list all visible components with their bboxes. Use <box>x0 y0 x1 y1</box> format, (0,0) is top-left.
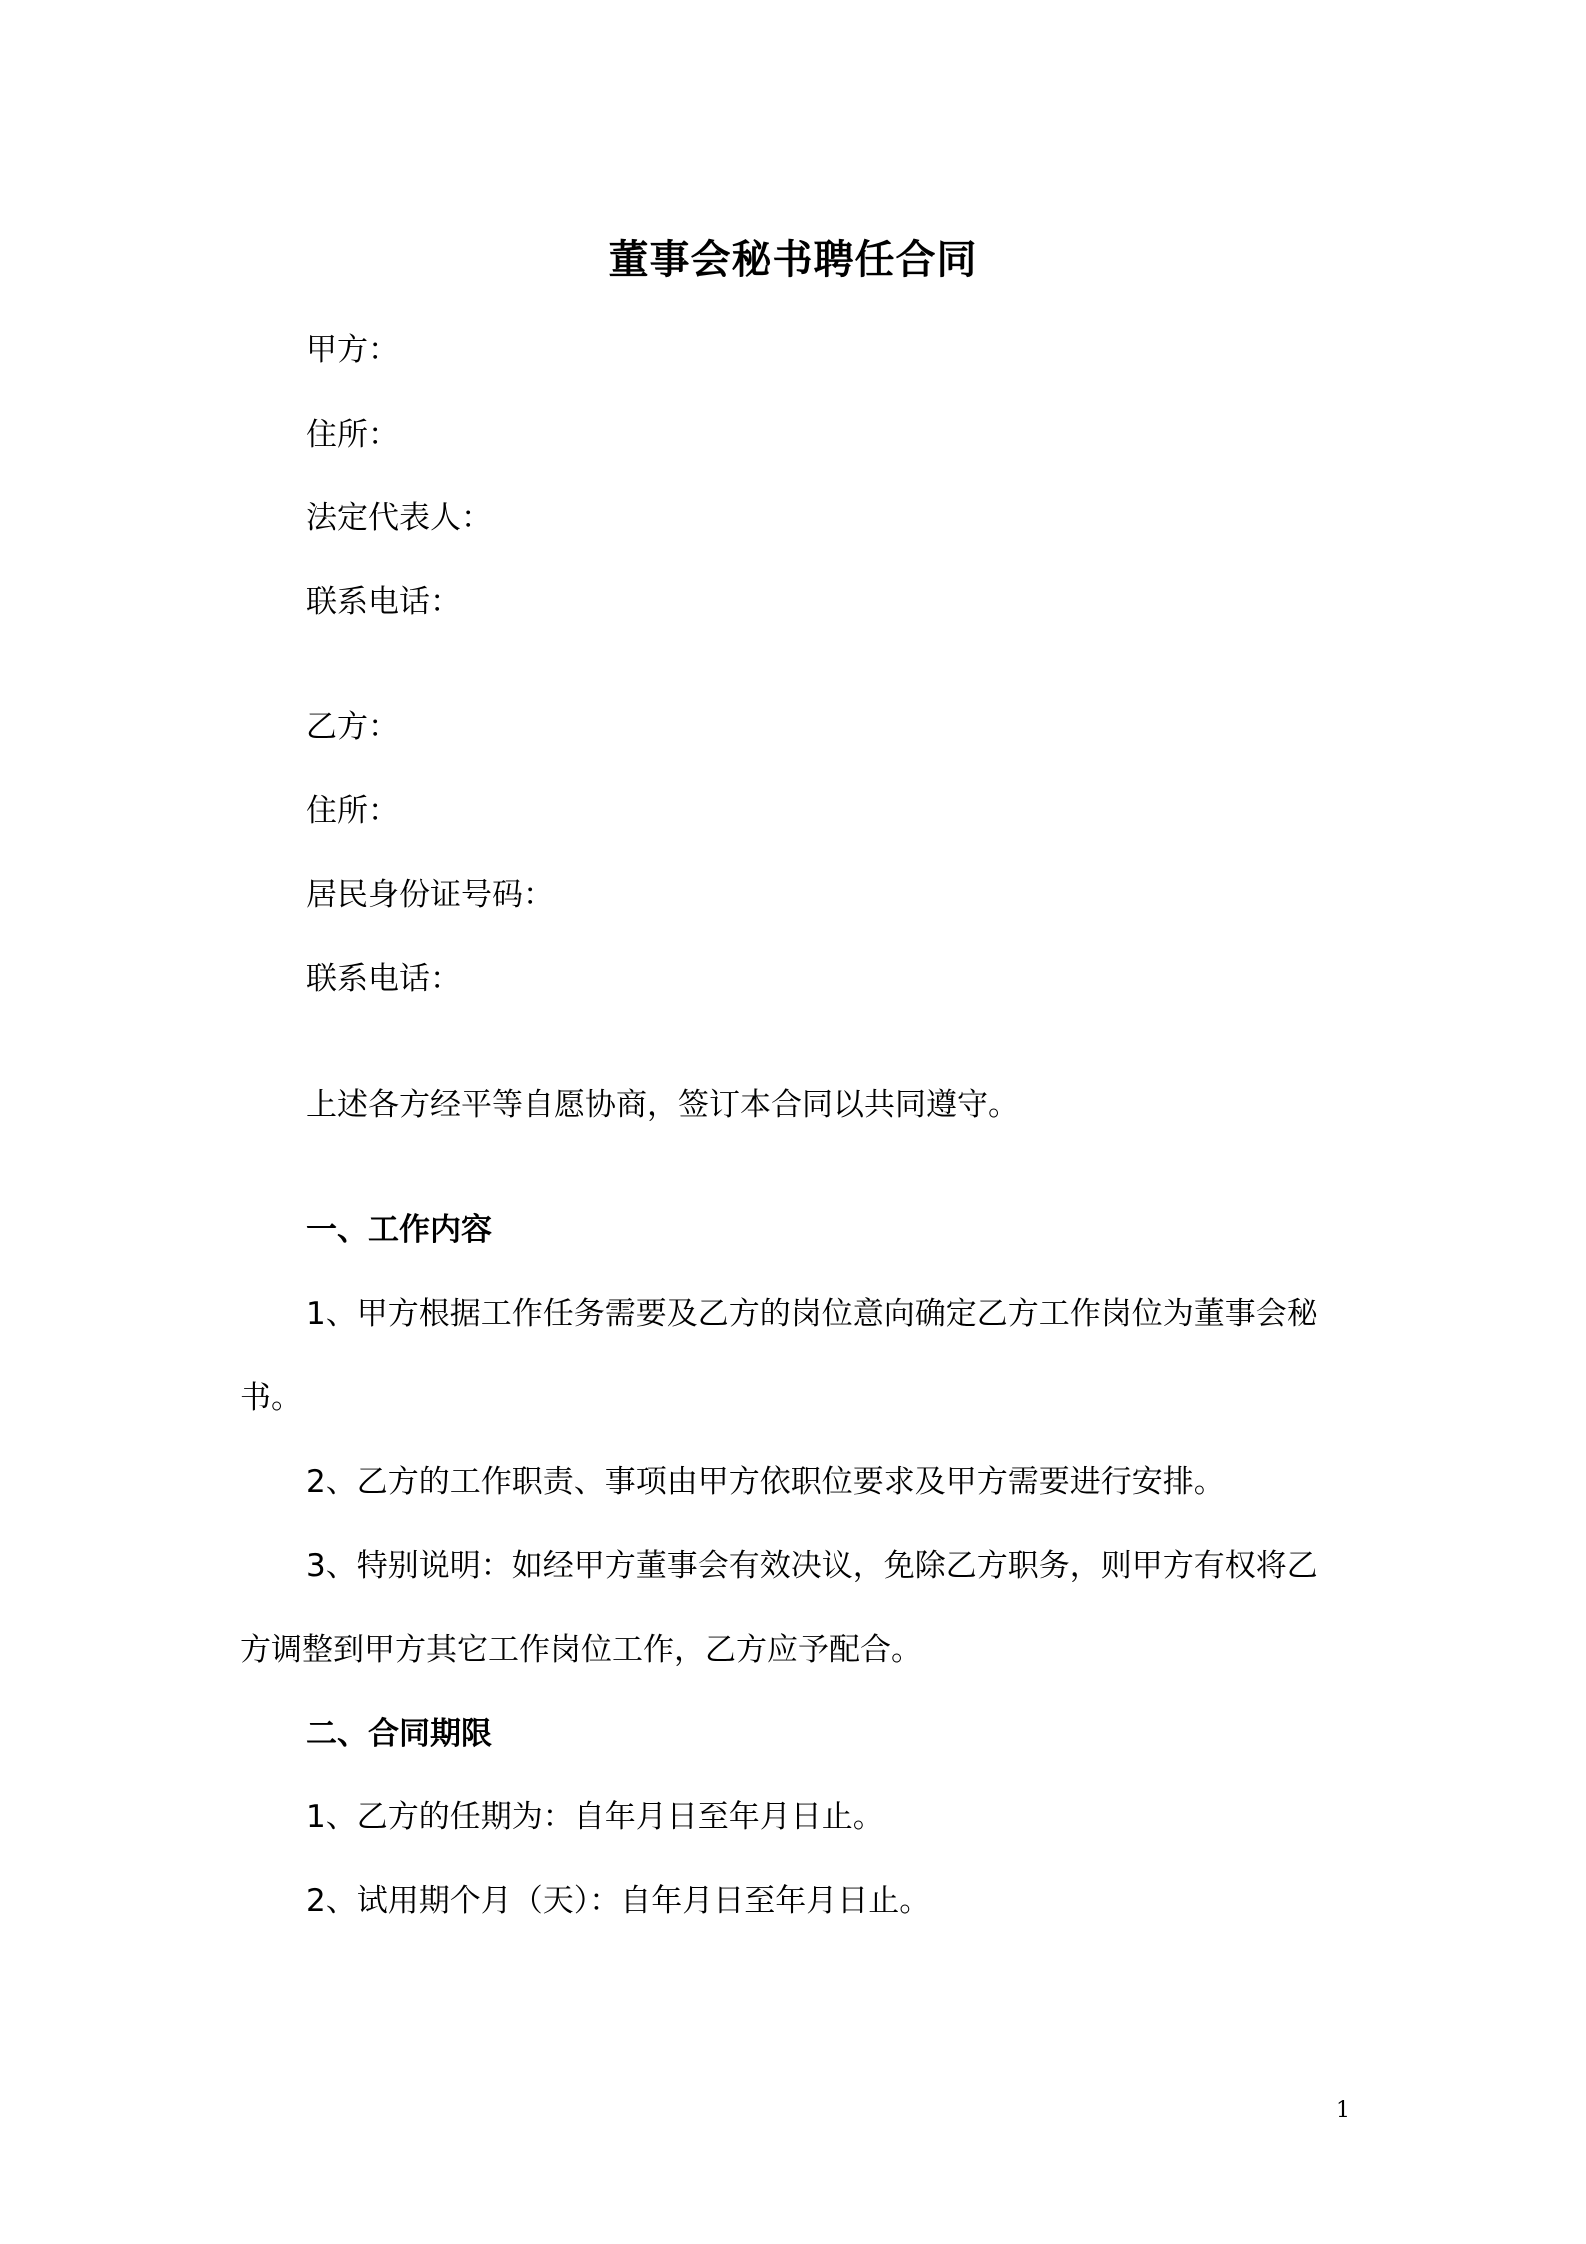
party-b-phone-label: 联系电话： <box>306 961 461 997</box>
document-title: 董事会秘书聘任合同 <box>608 237 978 283</box>
section2-heading: 二、合同期限 <box>306 1716 492 1752</box>
section1-item3-line2: 方调整到甲方其它工作岗位工作，乙方应予配合。 <box>240 1632 922 1668</box>
party-b-address-label: 住所： <box>306 793 399 829</box>
section1-item2: 2、乙方的工作职责、事项由甲方依职位要求及甲方需要进行安排。 <box>306 1464 1225 1500</box>
section2-item2: 2、试用期个月（天）：自年月日至年月日止。 <box>306 1883 931 1919</box>
party-b-id-label: 居民身份证号码： <box>306 877 554 913</box>
section1-item1-line2: 书。 <box>240 1380 302 1416</box>
preamble-text: 上述各方经平等自愿协商，签订本合同以共同遵守。 <box>306 1087 1019 1123</box>
party-a-address-label: 住所： <box>306 417 399 453</box>
page-number: 1 <box>1336 2098 1350 2123</box>
party-a-legal-rep-label: 法定代表人： <box>306 500 492 536</box>
section2-item1: 1、乙方的任期为：自年月日至年月日止。 <box>306 1799 884 1835</box>
section1-item3-line1: 3、特别说明：如经甲方董事会有效决议，免除乙方职务，则甲方有权将乙 <box>306 1548 1318 1584</box>
party-a-phone-label: 联系电话： <box>306 584 461 620</box>
section1-item1-line1: 1、甲方根据工作任务需要及乙方的岗位意向确定乙方工作岗位为董事会秘 <box>306 1296 1318 1332</box>
section1-heading: 一、工作内容 <box>306 1212 492 1248</box>
party-b-name-label: 乙方： <box>306 709 399 745</box>
party-a-name-label: 甲方： <box>306 332 399 368</box>
